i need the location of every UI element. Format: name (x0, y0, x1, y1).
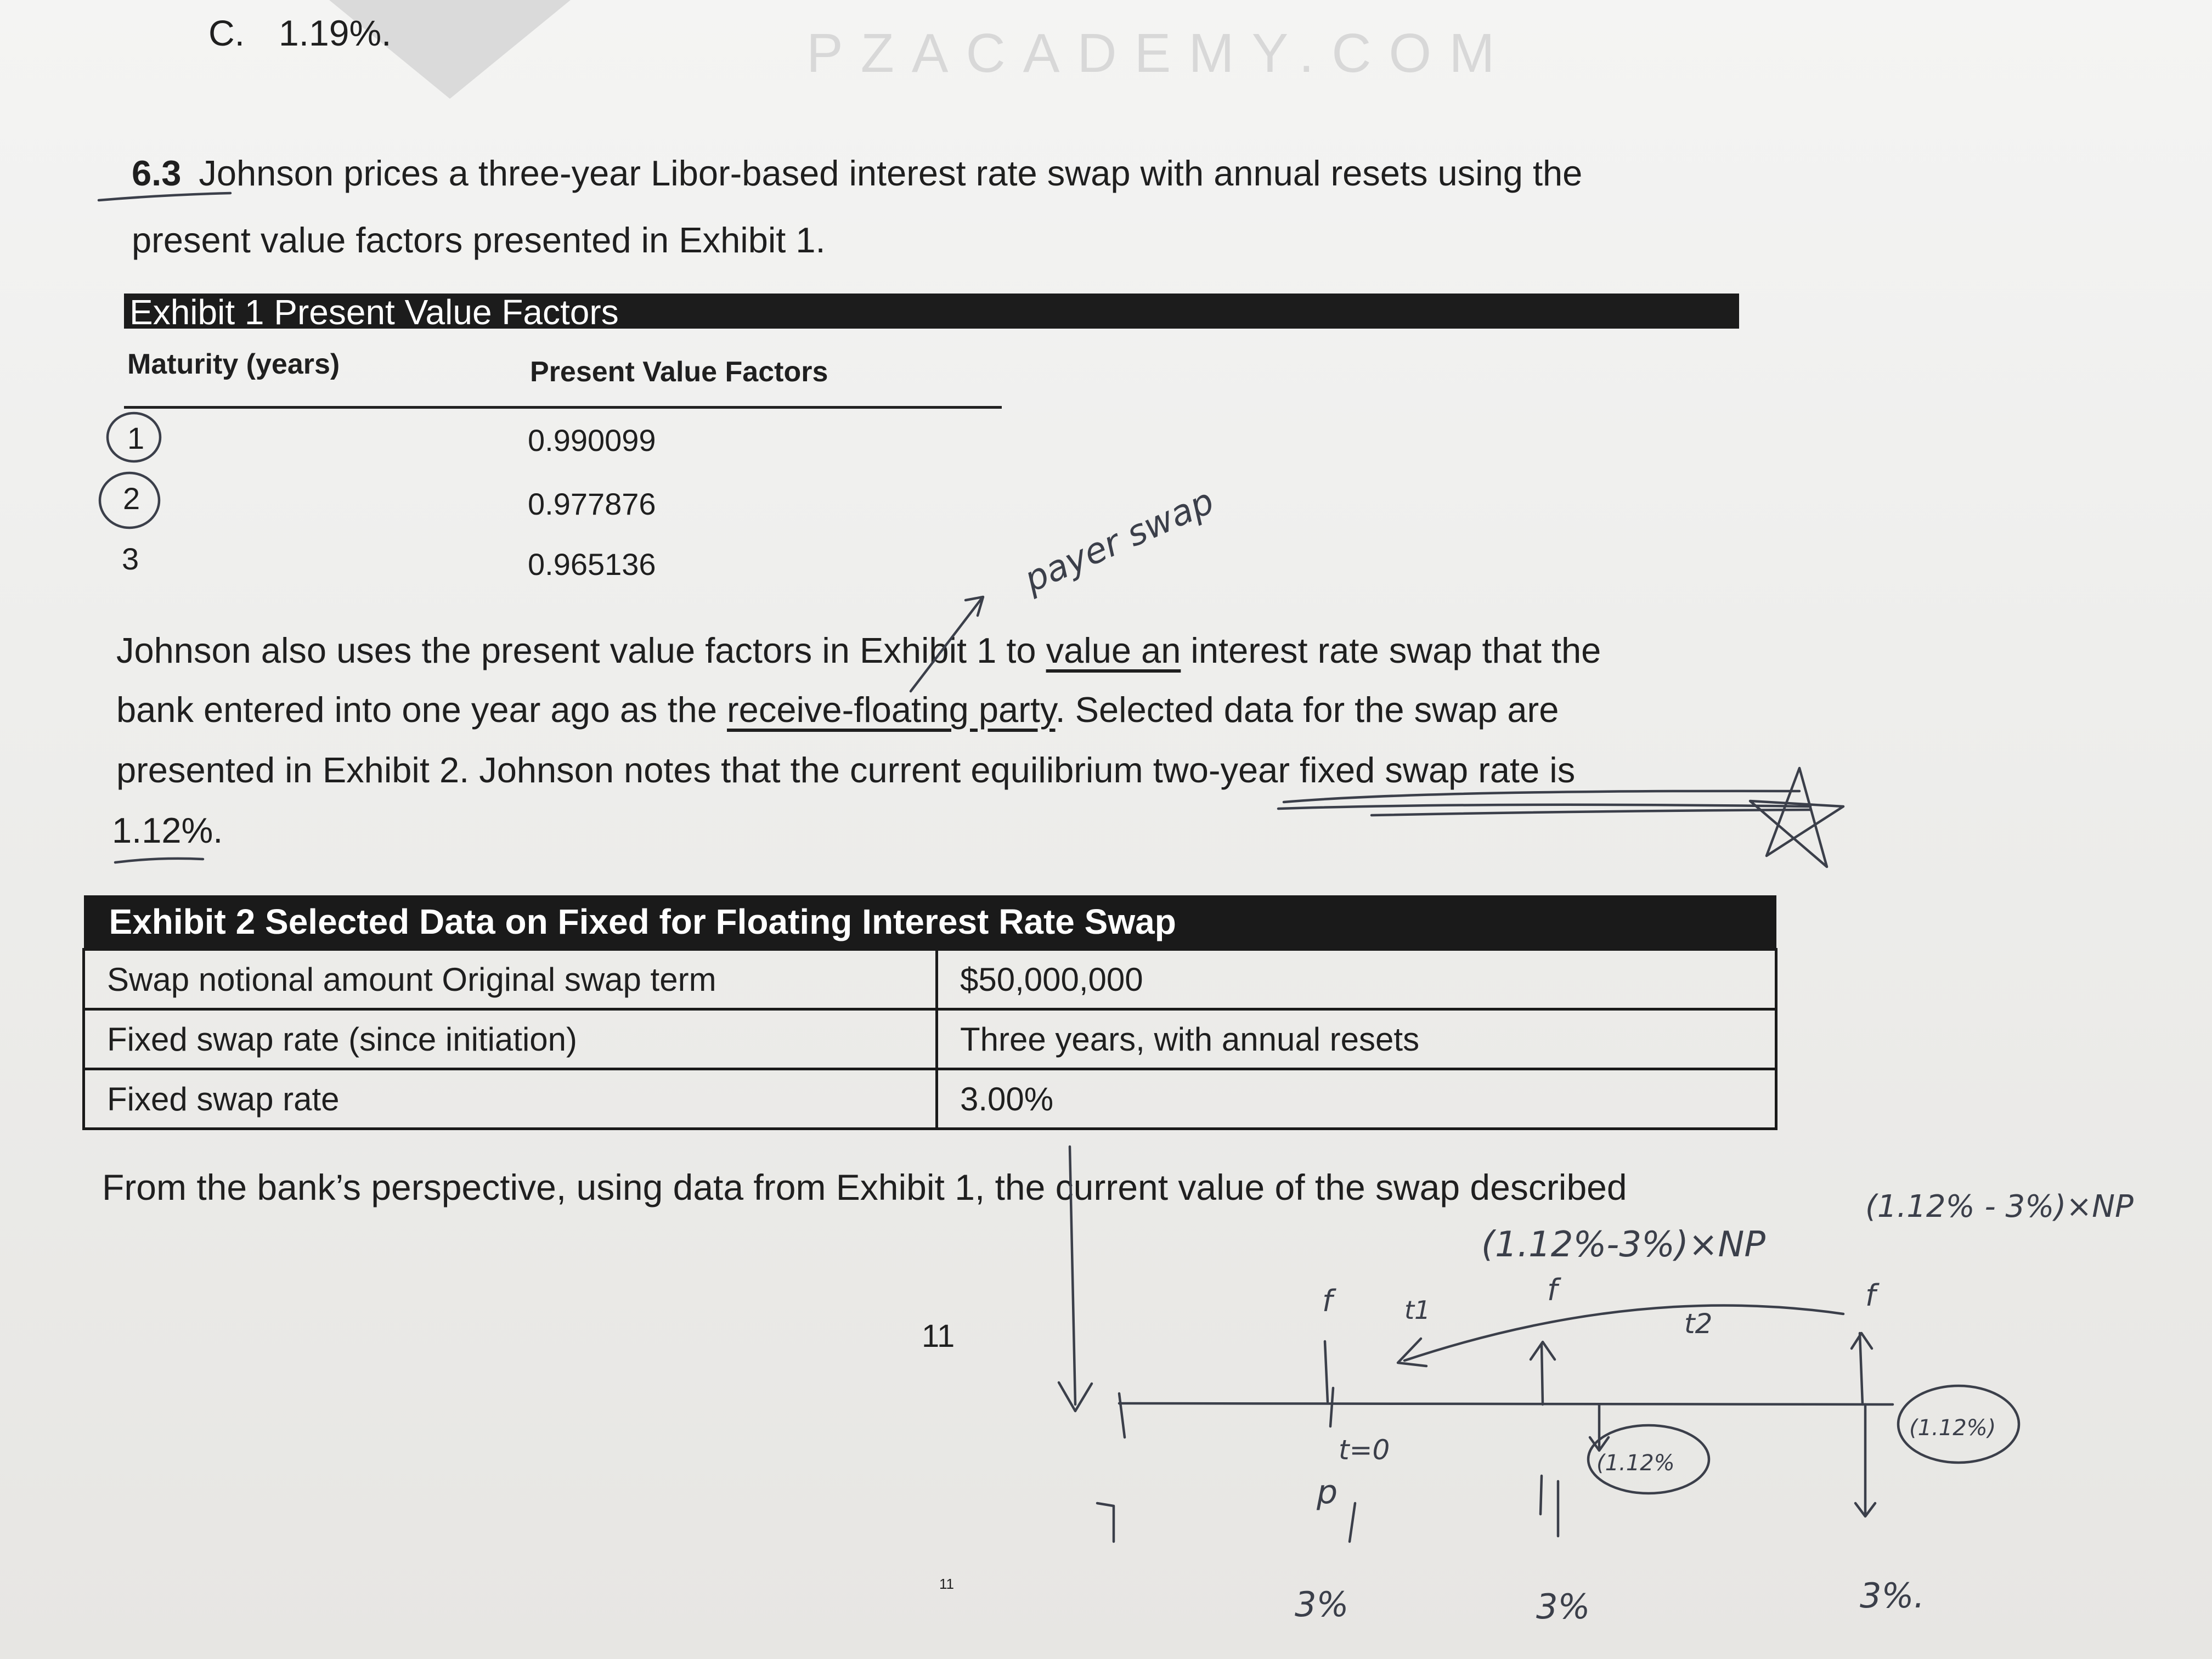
exhibit1-title: Exhibit 1 Present Value Factors (129, 292, 619, 332)
page-number-small: 11 (939, 1576, 954, 1592)
watermark: PZACADEMY.COM (806, 22, 1513, 84)
answer-value: 1.19%. (279, 13, 392, 53)
up-arrow-right (1852, 1333, 1872, 1404)
exhibit1-maturity-3: 3 (122, 541, 139, 576)
timeline-tick (1119, 1393, 1125, 1437)
exhibit2-label-1: Swap notional amount Original swap term (84, 950, 937, 1009)
payer-swap-note: payer swap (1018, 481, 1220, 601)
exhibit1-maturity-1: 1 (127, 421, 145, 455)
minus-one-mark (1097, 1503, 1114, 1542)
exhibit2-value-3: 3.00% (937, 1069, 1776, 1129)
f-label-1: f (1322, 1284, 1333, 1318)
paragraph-text: Johnson also uses the present value factors in Exhibit 1 to (116, 630, 1046, 670)
three-percent-left: 3% (1295, 1584, 1349, 1624)
exhibit1-maturity-2: 2 (123, 481, 140, 516)
left-arrow (1059, 1147, 1092, 1411)
down-arrows-mid (1541, 1476, 1558, 1536)
question-line-2: present value factors presented in Exhibit 1. (132, 220, 826, 260)
circle-maturity-2 (100, 473, 159, 528)
circled-right-text: (1.12%) (1909, 1415, 1996, 1441)
paragraph-line-4: 1.12%. (112, 810, 223, 850)
exhibit1-pv-1: 0.990099 (528, 423, 656, 458)
formula-right: (1.12% - 3%)×NP (1865, 1189, 2134, 1224)
circled-mid-text: (1.12% (1596, 1451, 1675, 1476)
final-question-line: From the bank’s perspective, using data from Exhibit 1, the current value of the swap described (102, 1167, 1627, 1207)
down-arrow-right (1855, 1404, 1875, 1516)
formula-mid: (1.12%-3%)×NP (1481, 1224, 1765, 1265)
exhibit2-value-2: Three years, with annual resets (937, 1009, 1776, 1069)
t1-label: t1 (1404, 1295, 1431, 1325)
timeline (1119, 1403, 1893, 1404)
underlined-text: value an (1046, 630, 1181, 670)
exhibit2-label-3: Fixed swap rate (84, 1069, 937, 1129)
answer-letter: C. (208, 13, 245, 53)
question-number: 6.3 (132, 153, 182, 193)
exhibit2-label-2: Fixed swap rate (since initiation) (84, 1009, 937, 1069)
exhibit1-header-pv: Present Value Factors (530, 356, 828, 388)
question-text-1: Johnson prices a three-year Libor-based interest rate swap with annual resets using the (199, 153, 1583, 193)
star-mark (1750, 768, 1843, 867)
f-label-2: f (1547, 1273, 1558, 1307)
rate-underline (115, 859, 203, 862)
exhibit1-pv-2: 0.977876 (528, 487, 656, 521)
circle-maturity-1 (108, 413, 160, 461)
underlined-text: receive-floating party (727, 690, 1056, 730)
exhibit2-value-1: $50,000,000 (937, 950, 1776, 1009)
paragraph-line-3: presented in Exhibit 2. Johnson notes that the current equilibrium two-year fixed swap rate is (116, 750, 1576, 790)
p-label: p (1317, 1473, 1338, 1511)
down-arrow-mid (1590, 1404, 1609, 1451)
discount-arrow (1398, 1305, 1843, 1366)
exhibit2-title: Exhibit 2 Selected Data on Fixed for Floating Interest Rate Swap (84, 895, 1776, 950)
paragraph-text: interest rate swap that the (1181, 630, 1601, 670)
exhibit1-pv-3: 0.965136 (528, 547, 656, 582)
paragraph-text: bank entered into one year ago as the (116, 690, 727, 730)
up-arrow-mid (1531, 1342, 1555, 1404)
page-number: 11 (922, 1318, 955, 1354)
t0-label: t=0 (1339, 1434, 1390, 1466)
paragraph-text: . Selected data for the swap are (1055, 690, 1559, 730)
three-percent-mid: 3% (1536, 1587, 1590, 1627)
f-label-3: f (1865, 1278, 1876, 1313)
three-percent-right: 3%. (1860, 1576, 1925, 1616)
question-number-underline (99, 193, 230, 200)
t2-label: t2 (1684, 1308, 1713, 1340)
payer-swap-arrow (911, 597, 983, 691)
scribble-underline (1278, 791, 1810, 815)
exhibit1-header-maturity: Maturity (years) (127, 348, 340, 380)
